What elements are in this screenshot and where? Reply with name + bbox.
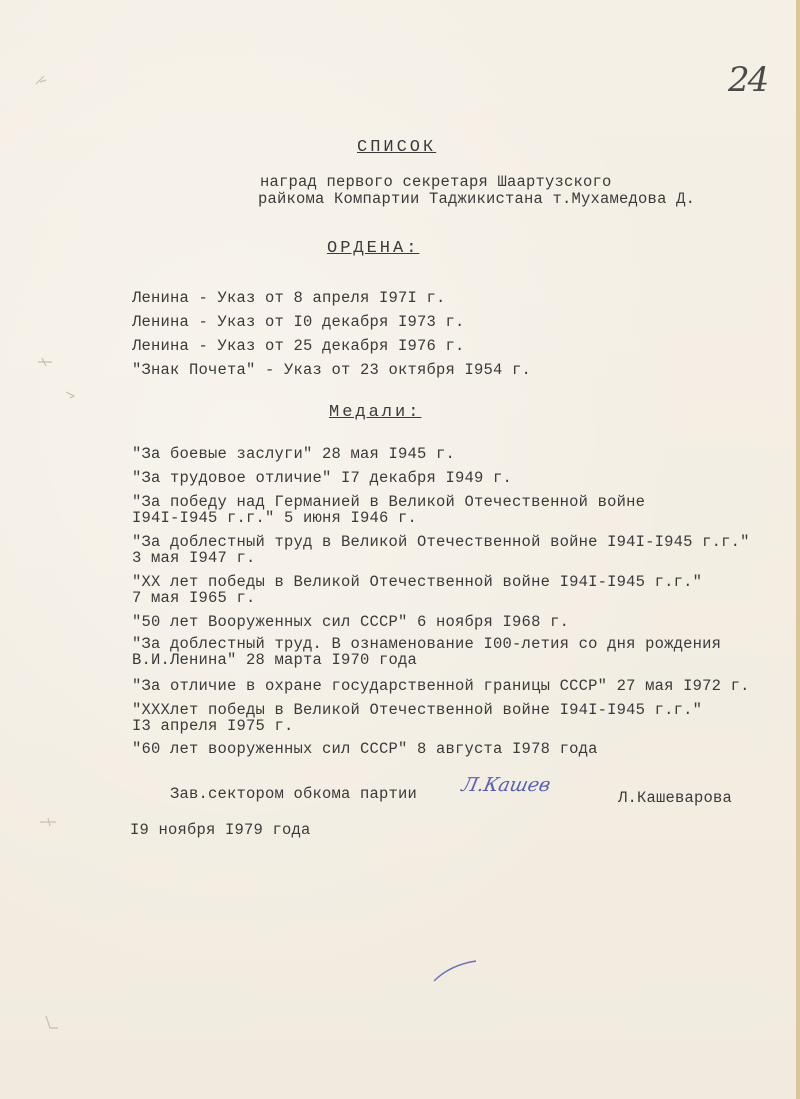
medal-item: "За победу над Германией в Великой Отечественной войне (132, 493, 646, 511)
order-item: Ленина - Указ от 8 апреля I97I г. (132, 289, 446, 307)
medal-item-cont: В.И.Ленина" 28 марта I970 года (132, 651, 418, 669)
order-item: "Знак Почета" - Указ от 23 октября I954 г. (132, 361, 532, 379)
medal-item: "За доблестный труд в Великой Отечественной войне I94I-I945 г.г." (132, 533, 750, 551)
medal-item: "50 лет Вооруженных сил СССР" 6 ноября I968 г. (132, 613, 570, 631)
paper-mark (36, 810, 64, 834)
page-edge (796, 0, 800, 1099)
medals-heading: Медали: (329, 403, 422, 422)
document-date: I9 ноября I979 года (130, 821, 311, 839)
paper-mark (30, 70, 54, 90)
signer-name: Л.Кашеварова (618, 789, 733, 807)
order-item: Ленина - Указ от I0 декабря I973 г. (132, 313, 465, 331)
subtitle-line-1: наград первого секретаря Шаартузского (260, 173, 612, 191)
medal-item-cont: I94I-I945 г.г." 5 июня I946 г. (132, 509, 418, 527)
medal-item-cont: 3 мая I947 г. (132, 549, 256, 567)
paper-mark (34, 350, 58, 374)
medal-item-cont: I3 апреля I975 г. (132, 717, 294, 735)
document-title: СПИСОК (357, 138, 437, 157)
ink-stroke-mark (430, 955, 490, 985)
paper-mark (40, 1010, 68, 1034)
medal-item: "60 лет вооруженных сил СССР" 8 августа I978 года (132, 740, 598, 758)
medal-item: "XX лет победы в Великой Отечественной войне I94I-I945 г.г." (132, 573, 703, 591)
medal-item: "За боевые заслуги" 28 мая I945 г. (132, 445, 456, 463)
paper-mark (60, 380, 84, 404)
medal-item: "За отличие в охране государственной границы СССР" 27 мая I972 г. (132, 677, 750, 695)
medal-item: "XXXлет победы в Великой Отечественной войне I94I-I945 г.г." (132, 701, 703, 719)
signer-position: Зав.сектором обкома партии (170, 785, 418, 803)
orders-heading: ОРДЕНА: (327, 239, 420, 258)
medal-item: "За трудовое отличие" I7 декабря I949 г. (132, 469, 513, 487)
subtitle-line-2: райкома Компартии Таджикистана т.Мухамедова Д. (258, 190, 696, 208)
order-item: Ленина - Указ от 25 декабря I976 г. (132, 337, 465, 355)
medal-item: "За доблестный труд. В ознаменование I00-летия со дня рождения (132, 635, 722, 653)
page-number: 24 (728, 60, 768, 100)
medal-item-cont: 7 мая I965 г. (132, 589, 256, 607)
handwritten-signature: Л.Кашев (459, 774, 553, 796)
